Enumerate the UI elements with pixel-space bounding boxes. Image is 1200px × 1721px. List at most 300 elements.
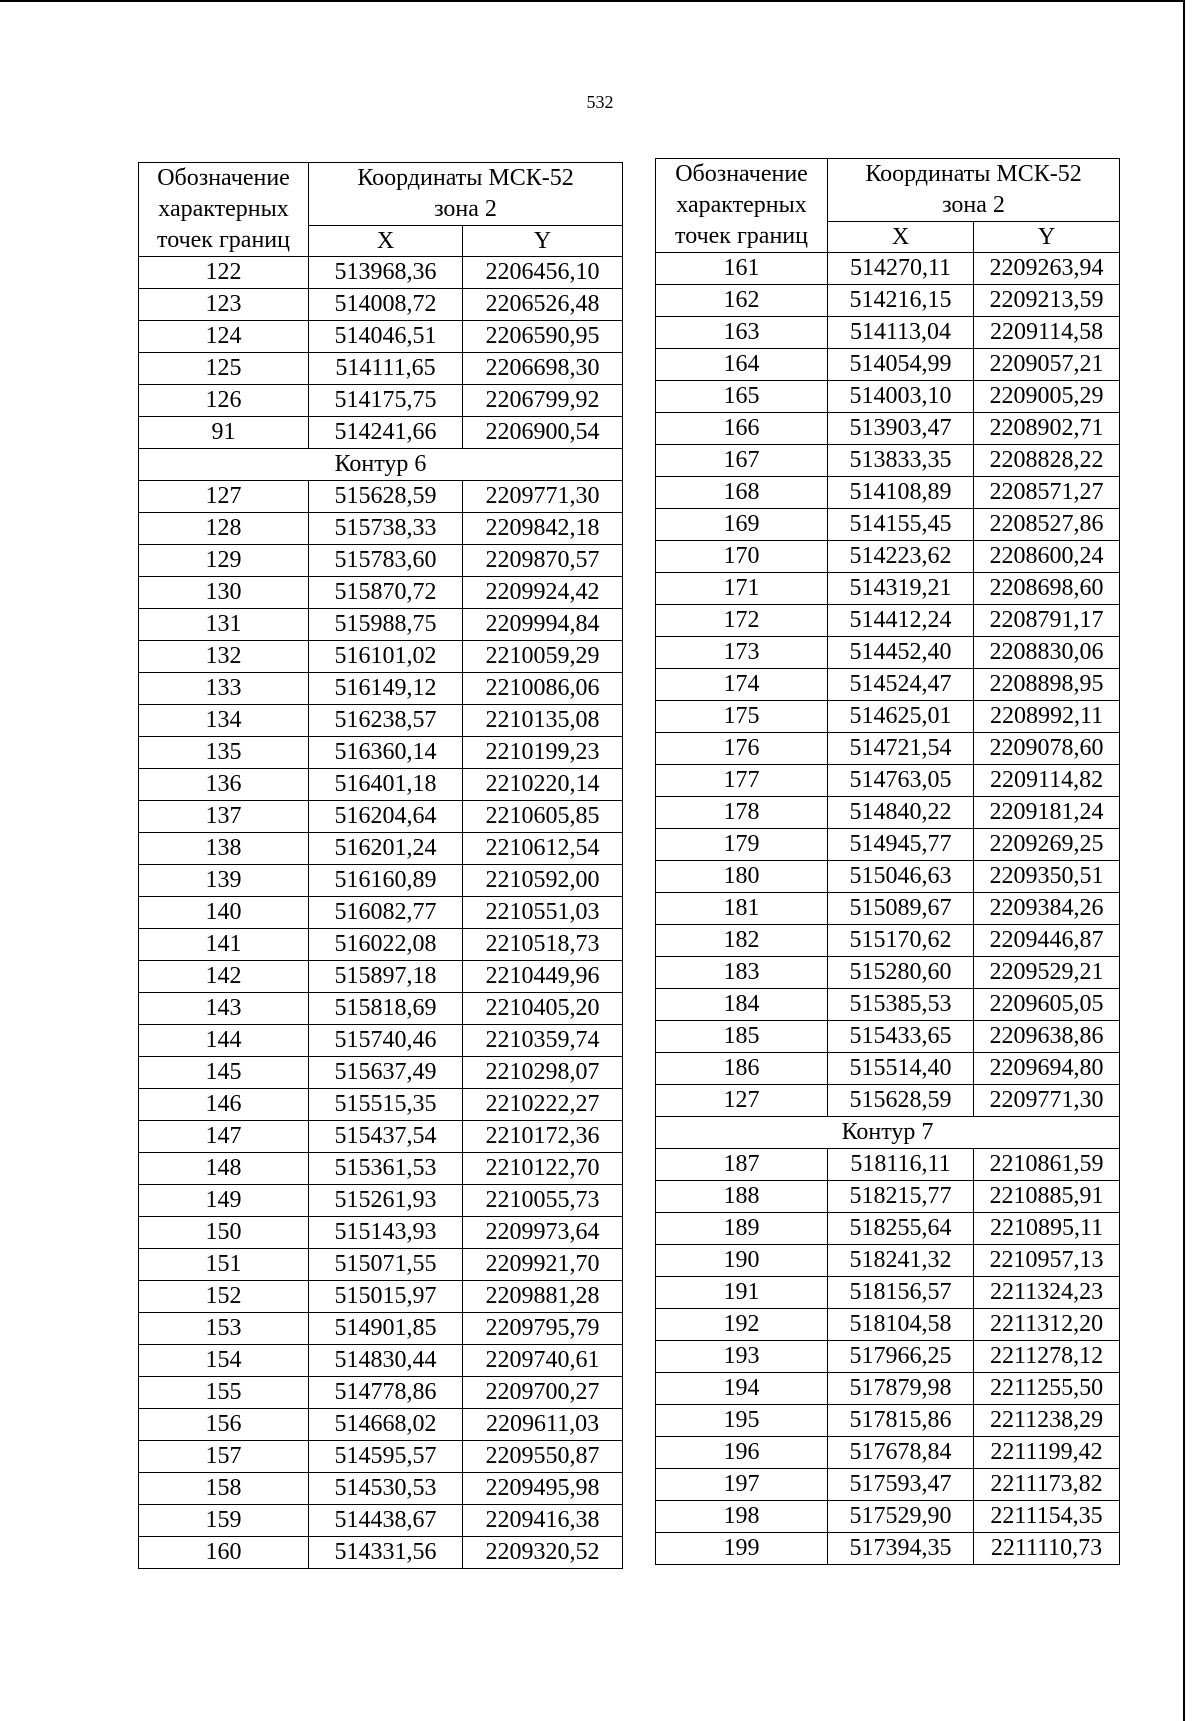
header-line: Обозначение bbox=[157, 165, 290, 191]
point-id-cell: 91 bbox=[139, 417, 309, 449]
point-id-cell: 197 bbox=[656, 1469, 828, 1501]
x-coordinate-cell: 516082,77 bbox=[309, 897, 463, 929]
x-column-header: X bbox=[309, 226, 463, 257]
x-coordinate-cell: 515280,60 bbox=[828, 957, 974, 989]
table-row bbox=[656, 1533, 1120, 1565]
point-id-cell: 181 bbox=[656, 893, 828, 925]
table-row bbox=[656, 541, 1120, 573]
y-coordinate-cell: 2209605,05 bbox=[974, 989, 1120, 1021]
point-id-cell: 127 bbox=[139, 481, 309, 513]
table-row bbox=[656, 701, 1120, 733]
x-coordinate-cell: 518241,32 bbox=[828, 1245, 974, 1277]
y-coordinate-cell: 2211238,29 bbox=[974, 1405, 1120, 1437]
page-number: 532 bbox=[586, 92, 614, 112]
table-row bbox=[656, 1181, 1120, 1213]
point-id-cell: 126 bbox=[139, 385, 309, 417]
point-id-cell: 169 bbox=[656, 509, 828, 541]
y-coordinate-cell: 2210199,23 bbox=[463, 737, 623, 769]
table-row bbox=[139, 481, 623, 513]
table-row bbox=[139, 1473, 623, 1505]
table-row bbox=[139, 1537, 623, 1569]
y-coordinate-cell: 2210086,06 bbox=[463, 673, 623, 705]
table-row bbox=[656, 413, 1120, 445]
x-coordinate-cell: 515433,65 bbox=[828, 1021, 974, 1053]
table-row bbox=[139, 769, 623, 801]
y-coordinate-cell: 2208600,24 bbox=[974, 541, 1120, 573]
point-id-cell: 136 bbox=[139, 769, 309, 801]
x-coordinate-cell: 515361,53 bbox=[309, 1153, 463, 1185]
y-coordinate-cell: 2211278,12 bbox=[974, 1341, 1120, 1373]
table-row bbox=[139, 1345, 623, 1377]
point-id-cell: 122 bbox=[139, 257, 309, 289]
x-coordinate-cell: 517678,84 bbox=[828, 1437, 974, 1469]
point-id-cell: 162 bbox=[656, 285, 828, 317]
point-id-cell: 125 bbox=[139, 353, 309, 385]
y-coordinate-cell: 2209795,79 bbox=[463, 1313, 623, 1345]
header-line: зона 2 bbox=[434, 196, 497, 222]
point-id-cell: 161 bbox=[656, 253, 828, 285]
x-coordinate-cell: 514331,56 bbox=[309, 1537, 463, 1569]
table-row bbox=[139, 353, 623, 385]
x-coordinate-cell: 518156,57 bbox=[828, 1277, 974, 1309]
table-row bbox=[656, 957, 1120, 989]
section-row bbox=[656, 1117, 1120, 1149]
y-coordinate-cell: 2210551,03 bbox=[463, 897, 623, 929]
point-id-cell: 195 bbox=[656, 1405, 828, 1437]
table-row bbox=[139, 1025, 623, 1057]
y-coordinate-cell: 2209269,25 bbox=[974, 829, 1120, 861]
table-row bbox=[656, 285, 1120, 317]
header-line: зона 2 bbox=[942, 192, 1005, 218]
y-coordinate-cell: 2210122,70 bbox=[463, 1153, 623, 1185]
y-coordinate-cell: 2209114,58 bbox=[974, 317, 1120, 349]
point-id-cell: 131 bbox=[139, 609, 309, 641]
x-coordinate-cell: 517394,35 bbox=[828, 1533, 974, 1565]
point-id-cell: 170 bbox=[656, 541, 828, 573]
x-coordinate-cell: 515628,59 bbox=[309, 481, 463, 513]
point-id-cell: 129 bbox=[139, 545, 309, 577]
point-id-cell: 191 bbox=[656, 1277, 828, 1309]
point-id-cell: 183 bbox=[656, 957, 828, 989]
table-row bbox=[656, 349, 1120, 381]
point-id-cell: 188 bbox=[656, 1181, 828, 1213]
x-coordinate-cell: 514778,86 bbox=[309, 1377, 463, 1409]
point-id-cell: 156 bbox=[139, 1409, 309, 1441]
point-designation-header bbox=[139, 163, 309, 257]
x-coordinate-cell: 514840,22 bbox=[828, 797, 974, 829]
y-coordinate-cell: 2208791,17 bbox=[974, 605, 1120, 637]
x-coordinate-cell: 514625,01 bbox=[828, 701, 974, 733]
y-coordinate-cell: 2209384,26 bbox=[974, 893, 1120, 925]
x-coordinate-cell: 514241,66 bbox=[309, 417, 463, 449]
y-coordinate-cell: 2209881,28 bbox=[463, 1281, 623, 1313]
point-id-cell: 190 bbox=[656, 1245, 828, 1277]
point-id-cell: 132 bbox=[139, 641, 309, 673]
y-coordinate-cell: 2209416,38 bbox=[463, 1505, 623, 1537]
table-row bbox=[139, 897, 623, 929]
y-coordinate-cell: 2209320,52 bbox=[463, 1537, 623, 1569]
x-coordinate-cell: 514901,85 bbox=[309, 1313, 463, 1345]
y-coordinate-cell: 2210957,13 bbox=[974, 1245, 1120, 1277]
point-id-cell: 185 bbox=[656, 1021, 828, 1053]
x-coordinate-cell: 518104,58 bbox=[828, 1309, 974, 1341]
table-row bbox=[656, 509, 1120, 541]
y-coordinate-cell: 2210059,29 bbox=[463, 641, 623, 673]
table-row bbox=[656, 381, 1120, 413]
point-id-cell: 139 bbox=[139, 865, 309, 897]
x-coordinate-cell: 516022,08 bbox=[309, 929, 463, 961]
point-id-cell: 149 bbox=[139, 1185, 309, 1217]
x-coordinate-cell: 515071,55 bbox=[309, 1249, 463, 1281]
x-coordinate-cell: 515261,93 bbox=[309, 1185, 463, 1217]
header-line: точек границ bbox=[157, 227, 290, 253]
y-coordinate-cell: 2209529,21 bbox=[974, 957, 1120, 989]
x-coordinate-cell: 515988,75 bbox=[309, 609, 463, 641]
x-coordinate-cell: 517879,98 bbox=[828, 1373, 974, 1405]
y-coordinate-cell: 2209350,51 bbox=[974, 861, 1120, 893]
x-coordinate-cell: 515143,93 bbox=[309, 1217, 463, 1249]
x-coordinate-cell: 518255,64 bbox=[828, 1213, 974, 1245]
y-coordinate-cell: 2206698,30 bbox=[463, 353, 623, 385]
table-row bbox=[139, 417, 623, 449]
point-id-cell: 124 bbox=[139, 321, 309, 353]
table-row bbox=[656, 893, 1120, 925]
point-id-cell: 142 bbox=[139, 961, 309, 993]
point-id-cell: 160 bbox=[139, 1537, 309, 1569]
y-column-header: Y bbox=[974, 222, 1120, 253]
x-coordinate-cell: 514530,53 bbox=[309, 1473, 463, 1505]
point-id-cell: 165 bbox=[656, 381, 828, 413]
y-coordinate-cell: 2209005,29 bbox=[974, 381, 1120, 413]
x-coordinate-cell: 513833,35 bbox=[828, 445, 974, 477]
x-coordinate-cell: 513903,47 bbox=[828, 413, 974, 445]
x-coordinate-cell: 514830,44 bbox=[309, 1345, 463, 1377]
table-row bbox=[656, 1085, 1120, 1117]
table-row bbox=[656, 733, 1120, 765]
table-row bbox=[139, 1377, 623, 1409]
y-coordinate-cell: 2211324,23 bbox=[974, 1277, 1120, 1309]
y-coordinate-cell: 2209550,87 bbox=[463, 1441, 623, 1473]
section-row bbox=[139, 449, 623, 481]
point-id-cell: 166 bbox=[656, 413, 828, 445]
table-row bbox=[656, 669, 1120, 701]
x-coordinate-cell: 515015,97 bbox=[309, 1281, 463, 1313]
section-title: Контур 7 bbox=[656, 1117, 1120, 1149]
x-coordinate-cell: 517815,86 bbox=[828, 1405, 974, 1437]
y-coordinate-cell: 2211110,73 bbox=[974, 1533, 1120, 1565]
table-row bbox=[139, 641, 623, 673]
x-coordinate-cell: 515818,69 bbox=[309, 993, 463, 1025]
table-row bbox=[139, 833, 623, 865]
y-coordinate-cell: 2209842,18 bbox=[463, 513, 623, 545]
y-coordinate-cell: 2209740,61 bbox=[463, 1345, 623, 1377]
coordinates-table-right bbox=[655, 158, 1120, 1565]
point-id-cell: 163 bbox=[656, 317, 828, 349]
y-coordinate-cell: 2208527,86 bbox=[974, 509, 1120, 541]
y-coordinate-cell: 2209700,27 bbox=[463, 1377, 623, 1409]
table-row bbox=[139, 1089, 623, 1121]
table-row bbox=[139, 1409, 623, 1441]
table-row bbox=[656, 1469, 1120, 1501]
y-coordinate-cell: 2209973,64 bbox=[463, 1217, 623, 1249]
x-coordinate-cell: 514054,99 bbox=[828, 349, 974, 381]
header-line: Координаты МСК-52 bbox=[865, 161, 1082, 187]
y-coordinate-cell: 2209114,82 bbox=[974, 765, 1120, 797]
point-designation-header bbox=[656, 159, 828, 253]
y-coordinate-cell: 2210885,91 bbox=[974, 1181, 1120, 1213]
coordinates-table-left bbox=[138, 162, 623, 1569]
point-id-cell: 187 bbox=[656, 1149, 828, 1181]
y-coordinate-cell: 2208828,22 bbox=[974, 445, 1120, 477]
point-id-cell: 176 bbox=[656, 733, 828, 765]
point-id-cell: 193 bbox=[656, 1341, 828, 1373]
table-row bbox=[656, 1405, 1120, 1437]
x-coordinate-cell: 514452,40 bbox=[828, 637, 974, 669]
table-row bbox=[656, 1021, 1120, 1053]
x-coordinate-cell: 516149,12 bbox=[309, 673, 463, 705]
point-id-cell: 143 bbox=[139, 993, 309, 1025]
x-coordinate-cell: 515738,33 bbox=[309, 513, 463, 545]
table-row bbox=[139, 385, 623, 417]
table-row bbox=[139, 321, 623, 353]
point-id-cell: 182 bbox=[656, 925, 828, 957]
point-id-cell: 157 bbox=[139, 1441, 309, 1473]
x-coordinate-cell: 514111,65 bbox=[309, 353, 463, 385]
y-coordinate-cell: 2210359,74 bbox=[463, 1025, 623, 1057]
y-coordinate-cell: 2210518,73 bbox=[463, 929, 623, 961]
point-id-cell: 146 bbox=[139, 1089, 309, 1121]
point-id-cell: 133 bbox=[139, 673, 309, 705]
x-coordinate-cell: 515870,72 bbox=[309, 577, 463, 609]
y-coordinate-cell: 2209994,84 bbox=[463, 609, 623, 641]
table-row bbox=[656, 1309, 1120, 1341]
y-coordinate-cell: 2211173,82 bbox=[974, 1469, 1120, 1501]
x-coordinate-cell: 514319,21 bbox=[828, 573, 974, 605]
table-row bbox=[139, 1441, 623, 1473]
x-coordinate-cell: 515437,54 bbox=[309, 1121, 463, 1153]
point-id-cell: 148 bbox=[139, 1153, 309, 1185]
x-coordinate-cell: 515628,59 bbox=[828, 1085, 974, 1117]
table-row bbox=[656, 1437, 1120, 1469]
x-coordinate-cell: 516238,57 bbox=[309, 705, 463, 737]
table-row bbox=[656, 1213, 1120, 1245]
y-coordinate-cell: 2208571,27 bbox=[974, 477, 1120, 509]
x-coordinate-cell: 514763,05 bbox=[828, 765, 974, 797]
point-id-cell: 134 bbox=[139, 705, 309, 737]
point-id-cell: 159 bbox=[139, 1505, 309, 1537]
x-coordinate-cell: 516201,24 bbox=[309, 833, 463, 865]
x-coordinate-cell: 514412,24 bbox=[828, 605, 974, 637]
x-coordinate-cell: 516204,64 bbox=[309, 801, 463, 833]
table-row bbox=[139, 609, 623, 641]
x-coordinate-cell: 515515,35 bbox=[309, 1089, 463, 1121]
x-coordinate-cell: 515170,62 bbox=[828, 925, 974, 957]
point-id-cell: 127 bbox=[656, 1085, 828, 1117]
x-coordinate-cell: 518215,77 bbox=[828, 1181, 974, 1213]
table-row bbox=[139, 1217, 623, 1249]
table-row bbox=[656, 1245, 1120, 1277]
y-coordinate-cell: 2210449,96 bbox=[463, 961, 623, 993]
y-coordinate-cell: 2209638,86 bbox=[974, 1021, 1120, 1053]
table-row bbox=[656, 989, 1120, 1021]
point-id-cell: 155 bbox=[139, 1377, 309, 1409]
table-row bbox=[656, 797, 1120, 829]
point-id-cell: 164 bbox=[656, 349, 828, 381]
y-coordinate-cell: 2210895,11 bbox=[974, 1213, 1120, 1245]
point-id-cell: 179 bbox=[656, 829, 828, 861]
x-coordinate-cell: 515514,40 bbox=[828, 1053, 974, 1085]
section-title: Контур 6 bbox=[139, 449, 623, 481]
x-coordinate-cell: 517966,25 bbox=[828, 1341, 974, 1373]
x-coordinate-cell: 514721,54 bbox=[828, 733, 974, 765]
x-coordinate-cell: 514216,15 bbox=[828, 285, 974, 317]
y-coordinate-cell: 2206456,10 bbox=[463, 257, 623, 289]
table-row bbox=[656, 765, 1120, 797]
x-coordinate-cell: 515783,60 bbox=[309, 545, 463, 577]
y-coordinate-cell: 2209213,59 bbox=[974, 285, 1120, 317]
table-row bbox=[139, 1185, 623, 1217]
point-id-cell: 158 bbox=[139, 1473, 309, 1505]
x-coordinate-cell: 514595,57 bbox=[309, 1441, 463, 1473]
point-id-cell: 135 bbox=[139, 737, 309, 769]
point-id-cell: 172 bbox=[656, 605, 828, 637]
table-row bbox=[139, 1057, 623, 1089]
point-id-cell: 174 bbox=[656, 669, 828, 701]
y-coordinate-cell: 2209611,03 bbox=[463, 1409, 623, 1441]
y-coordinate-cell: 2209181,24 bbox=[974, 797, 1120, 829]
x-coordinate-cell: 514155,45 bbox=[828, 509, 974, 541]
point-id-cell: 123 bbox=[139, 289, 309, 321]
y-coordinate-cell: 2209263,94 bbox=[974, 253, 1120, 285]
x-coordinate-cell: 515897,18 bbox=[309, 961, 463, 993]
table-row bbox=[139, 993, 623, 1025]
y-coordinate-cell: 2210298,07 bbox=[463, 1057, 623, 1089]
x-coordinate-cell: 514270,11 bbox=[828, 253, 974, 285]
table-row bbox=[656, 1053, 1120, 1085]
point-id-cell: 128 bbox=[139, 513, 309, 545]
table-row bbox=[139, 961, 623, 993]
y-coordinate-cell: 2206799,92 bbox=[463, 385, 623, 417]
y-coordinate-cell: 2206526,48 bbox=[463, 289, 623, 321]
y-coordinate-cell: 2208902,71 bbox=[974, 413, 1120, 445]
table-row bbox=[139, 801, 623, 833]
y-coordinate-cell: 2211255,50 bbox=[974, 1373, 1120, 1405]
point-id-cell: 153 bbox=[139, 1313, 309, 1345]
x-coordinate-cell: 514668,02 bbox=[309, 1409, 463, 1441]
point-id-cell: 130 bbox=[139, 577, 309, 609]
table-row bbox=[656, 317, 1120, 349]
point-id-cell: 154 bbox=[139, 1345, 309, 1377]
table-row bbox=[139, 289, 623, 321]
table-row bbox=[139, 1281, 623, 1313]
x-coordinate-cell: 515089,67 bbox=[828, 893, 974, 925]
coordinate-system-header bbox=[828, 159, 1120, 222]
y-coordinate-cell: 2210861,59 bbox=[974, 1149, 1120, 1181]
table-row bbox=[139, 865, 623, 897]
table-row bbox=[139, 737, 623, 769]
y-coordinate-cell: 2208898,95 bbox=[974, 669, 1120, 701]
point-id-cell: 144 bbox=[139, 1025, 309, 1057]
point-id-cell: 137 bbox=[139, 801, 309, 833]
y-coordinate-cell: 2210592,00 bbox=[463, 865, 623, 897]
table-row bbox=[656, 477, 1120, 509]
y-coordinate-cell: 2209771,30 bbox=[974, 1085, 1120, 1117]
point-id-cell: 198 bbox=[656, 1501, 828, 1533]
y-coordinate-cell: 2210222,27 bbox=[463, 1089, 623, 1121]
table-row bbox=[139, 1249, 623, 1281]
y-coordinate-cell: 2209924,42 bbox=[463, 577, 623, 609]
x-coordinate-cell: 514524,47 bbox=[828, 669, 974, 701]
table-row bbox=[656, 1373, 1120, 1405]
point-id-cell: 184 bbox=[656, 989, 828, 1021]
point-id-cell: 145 bbox=[139, 1057, 309, 1089]
y-coordinate-cell: 2209921,70 bbox=[463, 1249, 623, 1281]
y-coordinate-cell: 2209694,80 bbox=[974, 1053, 1120, 1085]
x-coordinate-cell: 515740,46 bbox=[309, 1025, 463, 1057]
x-coordinate-cell: 514108,89 bbox=[828, 477, 974, 509]
point-id-cell: 175 bbox=[656, 701, 828, 733]
y-coordinate-cell: 2208698,60 bbox=[974, 573, 1120, 605]
table-row bbox=[656, 637, 1120, 669]
coordinate-system-header bbox=[309, 163, 623, 226]
point-id-cell: 178 bbox=[656, 797, 828, 829]
header-line: точек границ bbox=[675, 223, 808, 249]
table-row bbox=[656, 829, 1120, 861]
point-id-cell: 180 bbox=[656, 861, 828, 893]
header-line: характерных bbox=[158, 196, 289, 222]
y-coordinate-cell: 2208992,11 bbox=[974, 701, 1120, 733]
x-coordinate-cell: 514945,77 bbox=[828, 829, 974, 861]
y-coordinate-cell: 2209495,98 bbox=[463, 1473, 623, 1505]
x-coordinate-cell: 516160,89 bbox=[309, 865, 463, 897]
x-coordinate-cell: 514003,10 bbox=[828, 381, 974, 413]
table-row bbox=[656, 1341, 1120, 1373]
table-row bbox=[656, 253, 1120, 285]
header-line: Координаты МСК-52 bbox=[357, 165, 574, 191]
table-row bbox=[139, 1313, 623, 1345]
table-row bbox=[139, 705, 623, 737]
x-coordinate-cell: 515385,53 bbox=[828, 989, 974, 1021]
table-row bbox=[139, 257, 623, 289]
x-coordinate-cell: 514008,72 bbox=[309, 289, 463, 321]
x-coordinate-cell: 514046,51 bbox=[309, 321, 463, 353]
y-coordinate-cell: 2206590,95 bbox=[463, 321, 623, 353]
point-id-cell: 147 bbox=[139, 1121, 309, 1153]
point-id-cell: 171 bbox=[656, 573, 828, 605]
table-row bbox=[139, 513, 623, 545]
point-id-cell: 151 bbox=[139, 1249, 309, 1281]
point-id-cell: 177 bbox=[656, 765, 828, 797]
header-line: характерных bbox=[676, 192, 807, 218]
table-row bbox=[656, 1277, 1120, 1309]
table-row bbox=[656, 573, 1120, 605]
x-coordinate-cell: 514223,62 bbox=[828, 541, 974, 573]
point-id-cell: 194 bbox=[656, 1373, 828, 1405]
y-coordinate-cell: 2210612,54 bbox=[463, 833, 623, 865]
y-coordinate-cell: 2210055,73 bbox=[463, 1185, 623, 1217]
point-id-cell: 168 bbox=[656, 477, 828, 509]
x-coordinate-cell: 515637,49 bbox=[309, 1057, 463, 1089]
x-coordinate-cell: 514175,75 bbox=[309, 385, 463, 417]
y-coordinate-cell: 2210405,20 bbox=[463, 993, 623, 1025]
x-column-header: X bbox=[828, 222, 974, 253]
y-coordinate-cell: 2210135,08 bbox=[463, 705, 623, 737]
table-row bbox=[656, 445, 1120, 477]
table-row bbox=[139, 673, 623, 705]
y-coordinate-cell: 2206900,54 bbox=[463, 417, 623, 449]
x-coordinate-cell: 518116,11 bbox=[828, 1149, 974, 1181]
table-row bbox=[656, 605, 1120, 637]
